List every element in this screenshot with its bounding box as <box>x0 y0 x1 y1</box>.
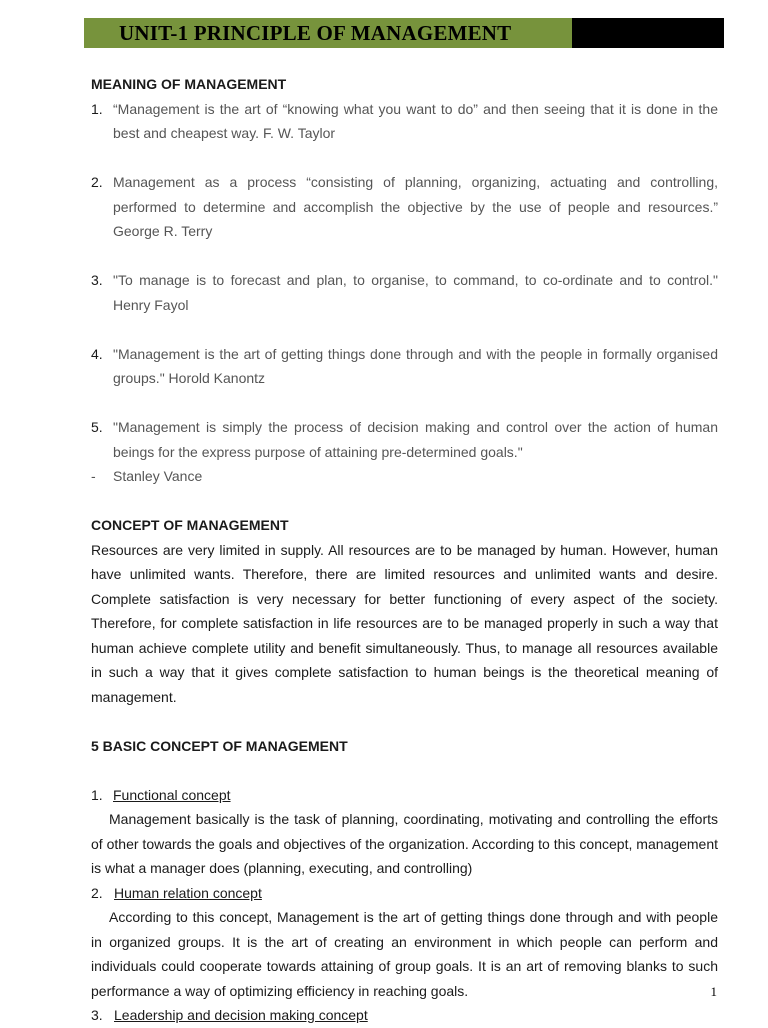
attribution-line <box>91 464 718 489</box>
concept-title: Human relation concept <box>114 884 262 901</box>
page-number: 1 <box>710 984 717 999</box>
list-number: 3. <box>91 1007 103 1023</box>
definition-text: “Management is the art of “knowing what you want to do” and then seeing that it is done in the best and cheapest way. F. W. Taylor <box>113 100 718 141</box>
list-number: 3. <box>91 272 103 288</box>
basic-concept-heading: 5 BASIC CONCEPT OF MANAGEMENT <box>91 737 348 754</box>
list-number: 2. <box>91 884 103 901</box>
concept-description: Management basically is the task of planning, coordinating, motivating and controlling the efforts of other towards the goals and objectives of the organization. According to this concept, management is what a manager does (planning, executing, and controlling) <box>91 811 718 876</box>
concept-paragraph: Resources are very limited in supply. All resources are to be managed by human. However, human have unlimited wants. Therefore, there are limited resources and unlimited wants and desire. Complete satisfaction is very necessary for better functioning of every aspect of the society. Therefore, for complete satisfaction in life resources are to be managed properly in such a way that human achieve complete utility and benefit simultaneously. Thus, to manage all resources available in such a way that it gives complete satisfaction to human beings is the theoretical meaning of management. <box>91 541 718 705</box>
basic-concept-item-2 <box>91 881 718 906</box>
definition-text: "To manage is to forecast and plan, to organise, to command, to co-ordinate and to control." Henry Fayol <box>113 272 718 313</box>
title-banner-green <box>84 18 572 48</box>
basic-concept-item-1 <box>91 783 718 808</box>
meaning-item-2 <box>91 170 718 244</box>
meaning-item-4 <box>91 342 718 391</box>
meaning-item-3 <box>91 268 718 317</box>
meaning-item-5 <box>91 415 718 464</box>
page-title: UNIT-1 PRINCIPLE OF MANAGEMENT <box>119 20 512 45</box>
title-banner <box>84 18 724 48</box>
list-number: 5. <box>91 419 103 435</box>
definition-text: "Management is simply the process of decision making and control over the action of human beings for the express purpose of attaining pre-determined goals." <box>113 419 718 460</box>
list-number: 1. <box>91 100 103 117</box>
concept-title: Functional concept <box>113 786 231 803</box>
concept-heading: CONCEPT OF MANAGEMENT <box>91 517 289 533</box>
concept-description: According to this concept, Management is the art of getting things done through and with people in organized groups. It is the art of creating an environment in which people can perform and individuals could cooperate towards attaining of group goals. It is an art of removing blanks to such performance a way of optimizing efficiency in reaching goals. <box>91 909 718 999</box>
concept-title: Leadership and decision making concept <box>114 1007 368 1023</box>
list-number: 4. <box>91 345 103 362</box>
list-number: 1. <box>91 786 103 803</box>
attribution-text: Stanley Vance <box>113 468 203 484</box>
list-number: 2. <box>91 174 103 190</box>
document-body <box>91 72 718 1028</box>
meaning-item-1 <box>91 97 718 146</box>
meaning-heading: MEANING OF MANAGEMENT <box>91 76 287 92</box>
definition-text: Management as a process “consisting of planning, organizing, actuating and controlling, performed to determine and accomplish the objective by the use of people and resources.” George R. Terry <box>113 174 718 239</box>
attribution-dash: - <box>91 468 96 484</box>
definition-text: "Management is the art of getting things done through and with the people in formally organised groups." Horold Kanontz <box>113 345 718 386</box>
title-banner-black <box>572 18 724 48</box>
